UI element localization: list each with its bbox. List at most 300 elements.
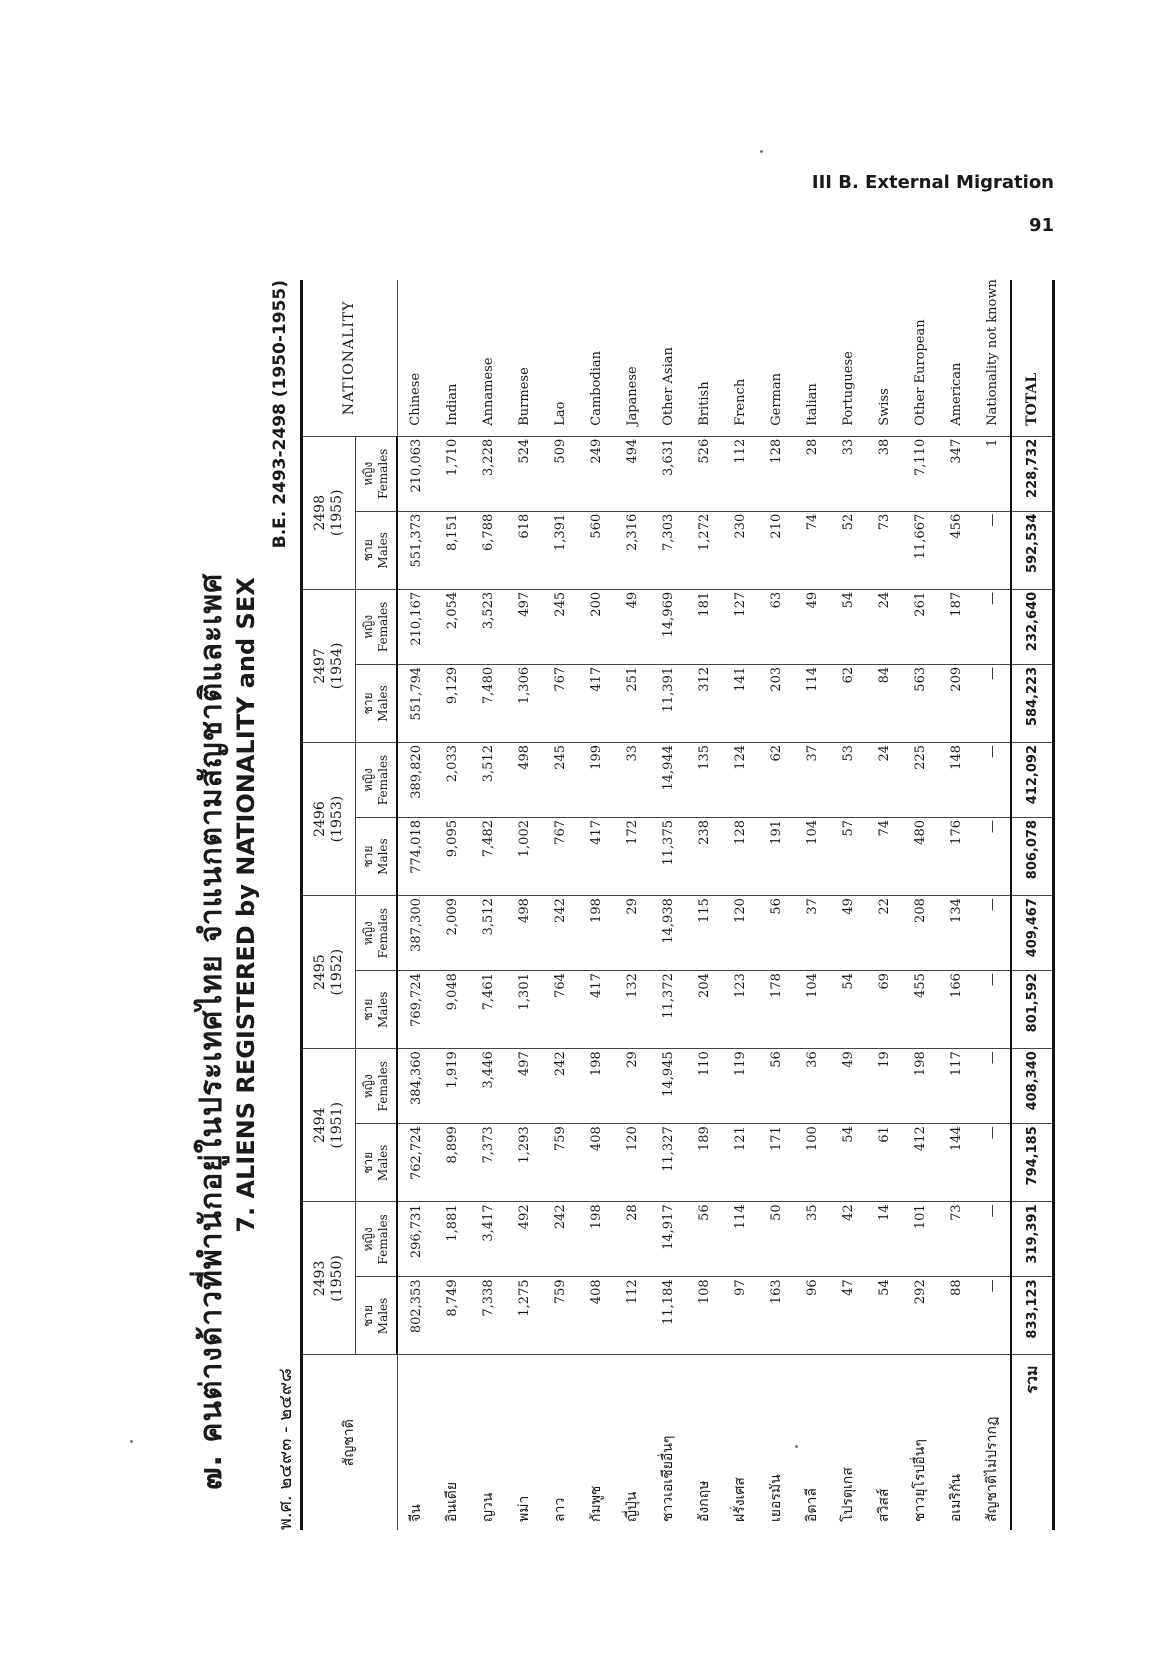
males-value: — [974,1124,1011,1202]
thai-title: ๗. คนต่างด้าวที่พำนักอยู่ในประเทศไทย จำแนกตามสัญชาติและเพศ [194,572,229,1490]
total-row [1011,280,1054,1530]
males-value: 11,391 [650,664,686,742]
females-value: 296,731 [397,1202,434,1277]
females-value: 2,033 [434,743,470,818]
females-value: 14,969 [650,589,686,664]
year-range: B.E. 2493-2498 (1950-1955) [270,280,290,549]
nationality-thai: ญี่ปุ่น [624,1491,640,1522]
males-value: 251 [614,664,650,742]
males-value: 128 [722,818,758,896]
females-value: 245 [542,743,578,818]
males-en: Males [376,838,390,875]
females-value: 3,631 [650,436,686,511]
males-value: 209 [938,664,974,742]
males-value: 204 [686,971,722,1049]
males-value: 73 [866,511,902,589]
males-value: 11,375 [650,818,686,896]
males-value: 7,373 [470,1124,506,1202]
males-value: 1,272 [686,511,722,589]
females-value: 37 [794,896,830,971]
females-thai: หญิง [361,1074,375,1099]
nationality-thai: ลาว [552,1497,568,1522]
females-value: 509 [542,436,578,511]
table-row [866,280,902,1530]
males-value: 191 [758,818,794,896]
females-value: 242 [542,1202,578,1277]
males-thai: ชาย [361,692,375,715]
year-ce: (1955) [329,489,345,537]
total-females-value: 232,640 [1011,589,1054,664]
nationality-english: Burmese [506,280,542,436]
females-value: 117 [938,1049,974,1124]
table-row [974,280,1011,1530]
nationality-thai: อังกฤษ [696,1480,712,1522]
nationality-english: Nationality not known [974,280,1011,436]
males-value: 238 [686,818,722,896]
females-value: 14 [866,1202,902,1277]
males-value: 121 [722,1124,758,1202]
males-thai: ชาย [361,1304,375,1327]
nationality-english: German [758,280,794,436]
scan-speck [130,1440,133,1443]
females-value: 38 [866,436,902,511]
females-value: 494 [614,436,650,511]
males-value: — [974,511,1011,589]
males-value: 62 [830,664,866,742]
table-row [650,280,686,1530]
males-value: 54 [866,1277,902,1355]
males-header [356,971,398,1049]
females-value: 128 [758,436,794,511]
nationality-english: Annamese [470,280,506,436]
females-value: 62 [758,743,794,818]
females-value: 3,523 [470,589,506,664]
males-en: Males [376,685,390,722]
females-value: 37 [794,743,830,818]
females-thai: หญิง [361,768,375,792]
nationality-thai: โปรตุเกส [840,1467,856,1522]
total-males-value: 806,078 [1011,818,1054,896]
females-value: 1 [974,436,1011,511]
males-value: 114 [794,664,830,742]
table-row [938,280,974,1530]
nationality-thai: สัญชาติไม่ปรากฏ [984,1416,1000,1522]
males-value: 88 [938,1277,974,1355]
year-ce: (1953) [329,795,345,843]
nationality-thai: จีน [407,1504,424,1522]
section-title: III B. External Migration [811,172,1054,193]
males-value: 759 [542,1124,578,1202]
females-thai: หญิง [361,921,375,946]
page-header [812,172,1054,236]
males-value: 456 [938,511,974,589]
nationality-english: French [722,280,758,436]
nationality-thai: ชาวเอเชียอื่นๆ [660,1435,676,1522]
males-value: 163 [758,1277,794,1355]
females-value: 148 [938,743,974,818]
females-value: 28 [614,1202,650,1277]
females-value: 210,063 [397,436,434,511]
females-value: 198 [578,1202,614,1277]
females-value: 242 [542,896,578,971]
males-value: 104 [794,818,830,896]
males-value: — [974,1277,1011,1355]
table-row [722,280,758,1530]
year-header [302,896,356,1049]
aliens-table [300,280,1055,1530]
nationality-thai: ฝรั่งเศส [732,1477,748,1522]
females-value: 526 [686,436,722,511]
females-value: 200 [578,589,614,664]
total-females-value: 408,340 [1011,1049,1054,1124]
females-value: 498 [506,743,542,818]
females-value: 134 [938,896,974,971]
total-females-value: 412,092 [1011,743,1054,818]
males-header [356,1277,398,1355]
females-thai: หญิง [361,461,375,486]
females-value: 497 [506,589,542,664]
females-value: 49 [794,589,830,664]
females-en: Females [376,1061,390,1112]
females-value: 14,944 [650,743,686,818]
males-value: 417 [578,971,614,1049]
females-en: Females [376,907,390,959]
males-value: 1,002 [506,818,542,896]
nationality-thai: พม่า [516,1495,532,1522]
females-value: 124 [722,743,758,818]
males-header [356,818,398,896]
total-females-value: 228,732 [1011,436,1054,511]
females-value: 49 [614,589,650,664]
total-males-value: 801,592 [1011,971,1054,1049]
females-value: 135 [686,743,722,818]
nationality-thai: อิตาลี [804,1488,820,1522]
nationality-english: Cambodian [578,280,614,436]
females-value: 49 [830,896,866,971]
total-english-label: TOTAL [1011,280,1054,436]
females-value: 199 [578,743,614,818]
year-be: 2498 [312,495,328,531]
nationality-thai: อินเดีย [444,1481,460,1522]
females-value: 498 [506,896,542,971]
females-header [356,1049,398,1124]
females-value: 2,054 [434,589,470,664]
females-value: 198 [578,1049,614,1124]
males-value: 189 [686,1124,722,1202]
nationality-thai: อเมริกัน [948,1474,964,1522]
females-value: 3,228 [470,436,506,511]
females-value: — [974,589,1011,664]
males-value: 408 [578,1277,614,1355]
nationality-thai: เยอรมัน [768,1474,784,1522]
total-thai-label: รวม [1011,1355,1054,1530]
females-value: 24 [866,743,902,818]
males-thai: ชาย [361,845,375,868]
females-value: 120 [722,896,758,971]
males-value: 560 [578,511,614,589]
males-header [356,664,398,742]
year-ce: (1952) [329,948,345,996]
males-value: 96 [794,1277,830,1355]
females-value: 261 [902,589,938,664]
english-title: 7. ALIENS REGISTERED by NATIONALITY and SEX [232,577,260,1233]
total-males-value: 833,123 [1011,1277,1054,1355]
table-row [397,280,434,1530]
males-value: 84 [866,664,902,742]
males-value: 230 [722,511,758,589]
females-value: 492 [506,1202,542,1277]
females-value: 7,110 [902,436,938,511]
year-be: 2497 [312,648,328,684]
males-value: 551,794 [397,664,434,742]
females-value: 497 [506,1049,542,1124]
males-value: 11,372 [650,971,686,1049]
thai-column-header: สัญชาติ [302,1355,398,1530]
males-value: 144 [938,1124,974,1202]
males-value: 1,275 [506,1277,542,1355]
males-value: 774,018 [397,818,434,896]
females-value: 112 [722,436,758,511]
title-block [170,280,300,1530]
total-males-value: 584,223 [1011,664,1054,742]
females-value: 242 [542,1049,578,1124]
males-en: Males [376,1144,390,1182]
total-females-value: 409,467 [1011,896,1054,971]
males-value: 11,667 [902,511,938,589]
females-value: 524 [506,436,542,511]
females-value: 127 [722,589,758,664]
females-en: Females [376,448,390,499]
males-value: 171 [758,1124,794,1202]
table-row [758,280,794,1530]
females-value: 42 [830,1202,866,1277]
males-value: 480 [902,818,938,896]
males-value: 1,391 [542,511,578,589]
females-value: 73 [938,1202,974,1277]
females-value: 245 [542,589,578,664]
females-value: 3,512 [470,896,506,971]
nationality-thai: กัมพูช [588,1485,604,1522]
males-value: 8,151 [434,511,470,589]
males-value: 54 [830,1124,866,1202]
females-header [356,589,398,664]
males-value: 69 [866,971,902,1049]
females-value: 3,512 [470,743,506,818]
males-en: Males [376,1297,390,1335]
females-header [356,743,398,818]
males-value: 108 [686,1277,722,1355]
year-header [302,589,356,742]
females-value: 54 [830,589,866,664]
males-value: 767 [542,664,578,742]
english-column-header: NATIONALITY [302,280,398,436]
nationality-english: Chinese [397,280,434,436]
females-value: — [974,1202,1011,1277]
females-value: 56 [758,1049,794,1124]
males-value: 166 [938,971,974,1049]
females-value: 22 [866,896,902,971]
rotated-table-page [170,279,1041,1530]
females-value: 53 [830,743,866,818]
females-value: 181 [686,589,722,664]
males-value: — [974,664,1011,742]
females-value: 110 [686,1049,722,1124]
females-value: 19 [866,1049,902,1124]
females-value: 49 [830,1049,866,1124]
males-value: 764 [542,971,578,1049]
males-header [356,511,398,589]
males-value: 455 [902,971,938,1049]
males-en: Males [376,991,390,1028]
males-value: 9,048 [434,971,470,1049]
males-value: 6,788 [470,511,506,589]
table-row [794,280,830,1530]
nationality-english: Japanese [614,280,650,436]
table-row [614,280,650,1530]
males-value: 762,724 [397,1124,434,1202]
year-be: 2493 [312,1260,328,1297]
year-header [302,436,356,589]
females-value: 3,417 [470,1202,506,1277]
females-value: 225 [902,743,938,818]
males-value: 618 [506,511,542,589]
males-value: 210 [758,511,794,589]
females-value: 36 [794,1049,830,1124]
males-value: 61 [866,1124,902,1202]
males-value: 74 [794,511,830,589]
nationality-english: Lao [542,280,578,436]
males-value: 100 [794,1124,830,1202]
females-value: 1,881 [434,1202,470,1277]
total-males-value: 794,185 [1011,1124,1054,1202]
females-value: 115 [686,896,722,971]
females-thai: หญิง [361,614,375,639]
nationality-english: American [938,280,974,436]
females-en: Females [376,1214,390,1265]
males-value: 2,316 [614,511,650,589]
year-header [302,1049,356,1202]
females-value: 29 [614,896,650,971]
males-value: 1,306 [506,664,542,742]
year-be: 2494 [312,1107,328,1144]
page-number: 91 [1028,215,1054,236]
females-value: 14,917 [650,1202,686,1277]
males-value: — [974,818,1011,896]
females-value: 210,167 [397,589,434,664]
header-row-sex [356,280,398,1530]
nationality-english: British [686,280,722,436]
males-value: 7,338 [470,1277,506,1355]
males-value: 57 [830,818,866,896]
females-en: Females [376,754,390,806]
males-value: 176 [938,818,974,896]
females-value: 198 [902,1049,938,1124]
males-value: 7,482 [470,818,506,896]
nationality-english: Portuguese [830,280,866,436]
females-value: 63 [758,589,794,664]
females-value: — [974,1049,1011,1124]
total-females-value: 319,391 [1011,1202,1054,1277]
females-value: 29 [614,1049,650,1124]
nationality-thai: สวิสส์ [876,1488,892,1522]
males-value: 7,303 [650,511,686,589]
females-value: 384,360 [397,1049,434,1124]
year-header [302,1202,356,1355]
males-value: 767 [542,818,578,896]
table-row [902,280,938,1530]
females-value: 28 [794,436,830,511]
nationality-english: Other European [902,280,938,436]
males-value: 104 [794,971,830,1049]
females-value: 24 [866,589,902,664]
females-value: 1,710 [434,436,470,511]
males-value: 8,899 [434,1124,470,1202]
males-value: 9,129 [434,664,470,742]
males-en: Males [376,532,390,569]
year-be: 2495 [312,954,328,991]
thai-year-range: พ.ศ. ๒๔๙๓ - ๒๔๙๘ [275,1368,296,1530]
males-value: 312 [686,664,722,742]
total-males-value: 592,534 [1011,511,1054,589]
males-value: 417 [578,818,614,896]
females-value: 14,945 [650,1049,686,1124]
males-value: 120 [614,1124,650,1202]
females-en: Females [376,601,390,653]
males-value: 112 [614,1277,650,1355]
males-value: 1,301 [506,971,542,1049]
females-value: 33 [830,436,866,511]
females-value: — [974,896,1011,971]
males-value: 769,724 [397,971,434,1049]
females-header [356,896,398,971]
table-row [578,280,614,1530]
males-value: 412 [902,1124,938,1202]
nationality-english: Other Asian [650,280,686,436]
females-value: 2,009 [434,896,470,971]
males-value: 551,373 [397,511,434,589]
males-value: 132 [614,971,650,1049]
females-value: 101 [902,1202,938,1277]
females-value: 14,938 [650,896,686,971]
year-ce: (1954) [329,642,345,690]
females-value: 347 [938,436,974,511]
females-value: 249 [578,436,614,511]
males-value: 7,480 [470,664,506,742]
males-thai: ชาย [361,998,375,1021]
females-header [356,1202,398,1277]
males-value: 408 [578,1124,614,1202]
males-value: 563 [902,664,938,742]
males-thai: ชาย [361,539,375,562]
females-value: 56 [758,896,794,971]
nationality-english: Italian [794,280,830,436]
table-row [434,280,470,1530]
males-value: 11,184 [650,1277,686,1355]
females-value: — [974,743,1011,818]
males-value: 292 [902,1277,938,1355]
males-value: 74 [866,818,902,896]
females-value: 208 [902,896,938,971]
males-value: 759 [542,1277,578,1355]
year-be: 2496 [312,801,328,837]
table-row [506,280,542,1530]
females-thai: หญิง [361,1227,375,1252]
males-value: 52 [830,511,866,589]
males-value: 54 [830,971,866,1049]
males-value: 47 [830,1277,866,1355]
nationality-thai: ชาวยุโรปอื่นๆ [912,1439,928,1522]
males-value: 1,293 [506,1124,542,1202]
